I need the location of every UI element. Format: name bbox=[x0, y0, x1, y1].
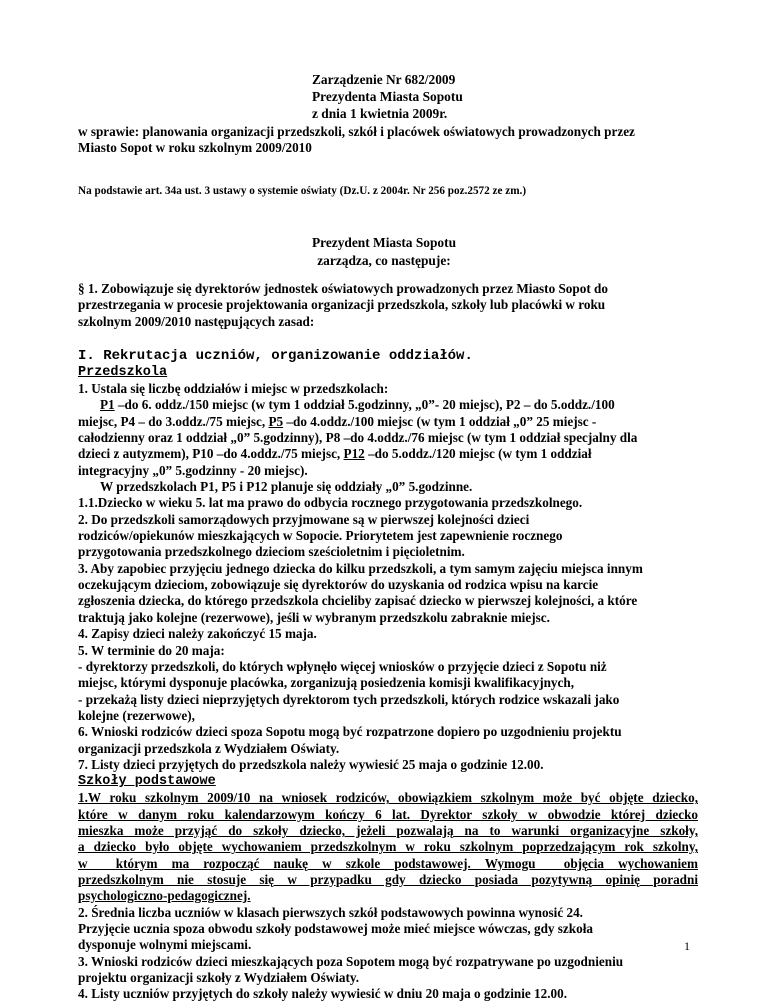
school-point-1-line: mieszka może przyjąć do szkoły dziecko, jeżeli pozwalają na to warunki organizacyjne szkoły, bbox=[78, 822, 698, 838]
legal-basis: Na podstawie art. 34a ust. 3 ustawy o systemie oświaty (Dz.U. z 2004r. Nr 256 poz.2572 ze zm.) bbox=[78, 185, 527, 197]
preschool-heading: Przedszkola bbox=[78, 365, 168, 380]
point-1-text: miejsc, P4 – do 3.oddz./75 miejsc, bbox=[78, 413, 269, 429]
school-point-1-line: a dziecko było objęte wychowaniem przedszkolnym w roku szkolnym poprzedzającym rok szkolny, bbox=[78, 839, 698, 855]
preschool-code: P12 bbox=[343, 446, 365, 462]
issue-date: z dnia 1 kwietnia 2009r. bbox=[312, 106, 448, 121]
subject bbox=[78, 124, 698, 157]
paragraph-1 bbox=[78, 281, 698, 330]
point-1-text: dzieci z autyzmem), P10 –do 4.oddz./75 miejsc, bbox=[78, 446, 344, 462]
school-point-3-line: projektu organizacji szkoły z Wydziałem Oświaty. bbox=[78, 970, 360, 986]
text-line: szkolnym 2009/2010 następujących zasad: bbox=[78, 313, 315, 329]
school-point-1-line: które w danym roku kalendarzowym kończy 6 lat. Dyrektor szkoły w obwodzie której dziecko bbox=[78, 806, 698, 822]
point-1-line bbox=[78, 397, 698, 413]
point-7: 7. Listy dzieci przyjętych do przedszkola należy wywiesić 25 maja o godzinie 12.00. bbox=[78, 756, 544, 772]
subject-line: w sprawie: planowania organizacji przedszkoli, szkół i placówek oświatowych prowadzonych przez bbox=[78, 124, 635, 139]
point-3-line: zgłoszenia dziecka, do którego przedszkola chcieliby zapisać dziecko w pierwszej kolejności, a które bbox=[78, 593, 638, 609]
point-1-line bbox=[78, 414, 698, 430]
president-title: Prezydent Miasta Sopotu bbox=[311, 235, 457, 250]
point-1-line bbox=[78, 446, 698, 462]
point-1-text: –do 6. oddz./150 miejsc (w tym 1 oddział 5.godzinny, „0”- 20 miejsc), P2 – do 5.oddz./100 bbox=[114, 397, 615, 413]
point-6-line: organizacji przedszkola z Wydziałem Oświaty. bbox=[78, 740, 340, 756]
school-point-1-line: w którym ma rozpocząć naukę w szkole podstawowej. Wymogu objęcia wychowaniem bbox=[78, 855, 698, 871]
issuer: Prezydenta Miasta Sopotu bbox=[312, 89, 463, 104]
subject-line: Miasto Sopot w roku szkolnym 2009/2010 bbox=[78, 140, 312, 156]
point-3-line: traktują jako kolejne (rezerwowe), jeśli w wybranym przedszkolu zabraknie miejsc. bbox=[78, 609, 550, 625]
point-3-line: oczekującym dzieciom, zobowiązuje się dyrektorów do uzyskania od rodzica wpisu na karcie bbox=[78, 577, 599, 593]
point-2-line: przygotowania przedszkolnego dzieciom sześcioletnim i pięcioletnim. bbox=[78, 544, 465, 560]
school-point-1-line: przedszkolnym nie stosuje się w przypadku gdy dziecko posiada pozytywną opinię poradni bbox=[78, 871, 698, 887]
point-5-line: kolejne (rezerwowe), bbox=[78, 707, 195, 723]
school-point-2-line: dysponuje wolnymi miejscami. bbox=[78, 937, 252, 953]
point-1-text: –do 5.oddz./120 miejsc (w tym 1 oddział bbox=[364, 446, 592, 462]
point-1-1: 1.1.Dziecko w wieku 5. lat ma prawo do odbycia rocznego przygotowania przedszkolnego. bbox=[78, 495, 583, 511]
school-point-1-line: psychologiczno-pedagogicznej. bbox=[78, 888, 251, 904]
point-5-line: miejsc, którymi dysponuje placówka, zorganizują posiedzenia komisji kwalifikacyjnych, bbox=[78, 675, 575, 691]
document-header bbox=[312, 71, 612, 122]
point-6-line: 6. Wnioski rodziców dzieci spoza Sopotu mogą być rozpatrzone dopiero po uzgodnieniu projektu bbox=[78, 724, 622, 740]
point-5-line: - przekażą listy dzieci nieprzyjętych dyrektorom tych przedszkoli, których rodzice wskazali jako bbox=[78, 691, 620, 707]
section-title: I. Rekrutacja uczniów, organizowanie oddziałów. bbox=[78, 348, 473, 364]
preschool-code: P1 bbox=[100, 397, 115, 413]
page-number: 1 bbox=[684, 939, 690, 953]
point-2-line: rodziców/opiekunów mieszkających w Sopocie. Priorytetem jest zapewnienie rocznego bbox=[78, 528, 563, 544]
ordinance-number: Zarządzenie Nr 682/2009 bbox=[312, 72, 456, 87]
president-decrees: zarządza, co następuje: bbox=[317, 253, 451, 268]
school-point-2-line: 2. Średnia liczba uczniów w klasach pierwszych szkół podstawowych powinna wynosić 24. bbox=[78, 904, 583, 920]
school-point-3-line: 3. Wnioski rodziców dzieci mieszkających poza Sopotem mogą być rozpatrywane po uzgodnieniu bbox=[78, 953, 624, 969]
section-1 bbox=[78, 347, 698, 1003]
school-point-4: 4. Listy uczniów przyjętych do szkoły należy wywiesić w dniu 20 maja o godzinie 12.00. bbox=[78, 986, 568, 1002]
point-5-line: - dyrektorzy przedszkoli, do których wpłynęło więcej wniosków o przyjęcie dzieci z Sopotu niż bbox=[78, 658, 607, 674]
president-heading bbox=[0, 234, 768, 270]
preschool-code: P5 bbox=[268, 413, 284, 429]
point-1-line: całodzienny oraz 1 oddział „0” 5.godzinny), P8 –do 4.oddz./76 miejsc (w tym 1 oddział specjalny dla bbox=[78, 430, 638, 446]
text-line: przestrzegania w procesie projektowania organizacji przedszkola, szkoły lub placówki w roku bbox=[78, 297, 606, 313]
point-2-line: 2. Do przedszkoli samorządowych przyjmowane są w pierwszej kolejności dzieci bbox=[78, 511, 530, 527]
point-1-line: integracyjny „0” 5.godzinny - 20 miejsc). bbox=[78, 462, 308, 478]
point-1-intro: 1. Ustala się liczbę oddziałów i miejsc w przedszkolach: bbox=[78, 381, 389, 396]
school-point-2-line: Przyjęcie ucznia spoza obwodu szkoły podstawowej może mieć miejsce wówczas, gdy szkoła bbox=[78, 921, 593, 936]
point-4: 4. Zapisy dzieci należy zakończyć 15 maja. bbox=[78, 626, 317, 642]
point-1-text: –do 4.oddz./100 miejsc (w tym 1 oddział „0” 25 miejsc - bbox=[283, 413, 597, 429]
primary-schools-heading: Szkoły podstawowe bbox=[78, 774, 216, 790]
point-1-line: W przedszkolach P1, P5 i P12 planuje się oddziały „0” 5.godzinne. bbox=[100, 479, 473, 495]
point-5-line: 5. W terminie do 20 maja: bbox=[78, 642, 225, 658]
school-point-1-line: 1.W roku szkolnym 2009/10 na wniosek rodziców, obowiązkiem szkolnym może być objęte dziecko, bbox=[78, 790, 698, 806]
point-3-line: 3. Aby zapobiec przyjęciu jednego dziecka do kilku przedszkoli, a tym samym zajęciu miejsca innym bbox=[78, 560, 643, 576]
text-line: § 1. Zobowiązuje się dyrektorów jednostek oświatowych prowadzonych przez Miasto Sopot do bbox=[78, 281, 608, 296]
